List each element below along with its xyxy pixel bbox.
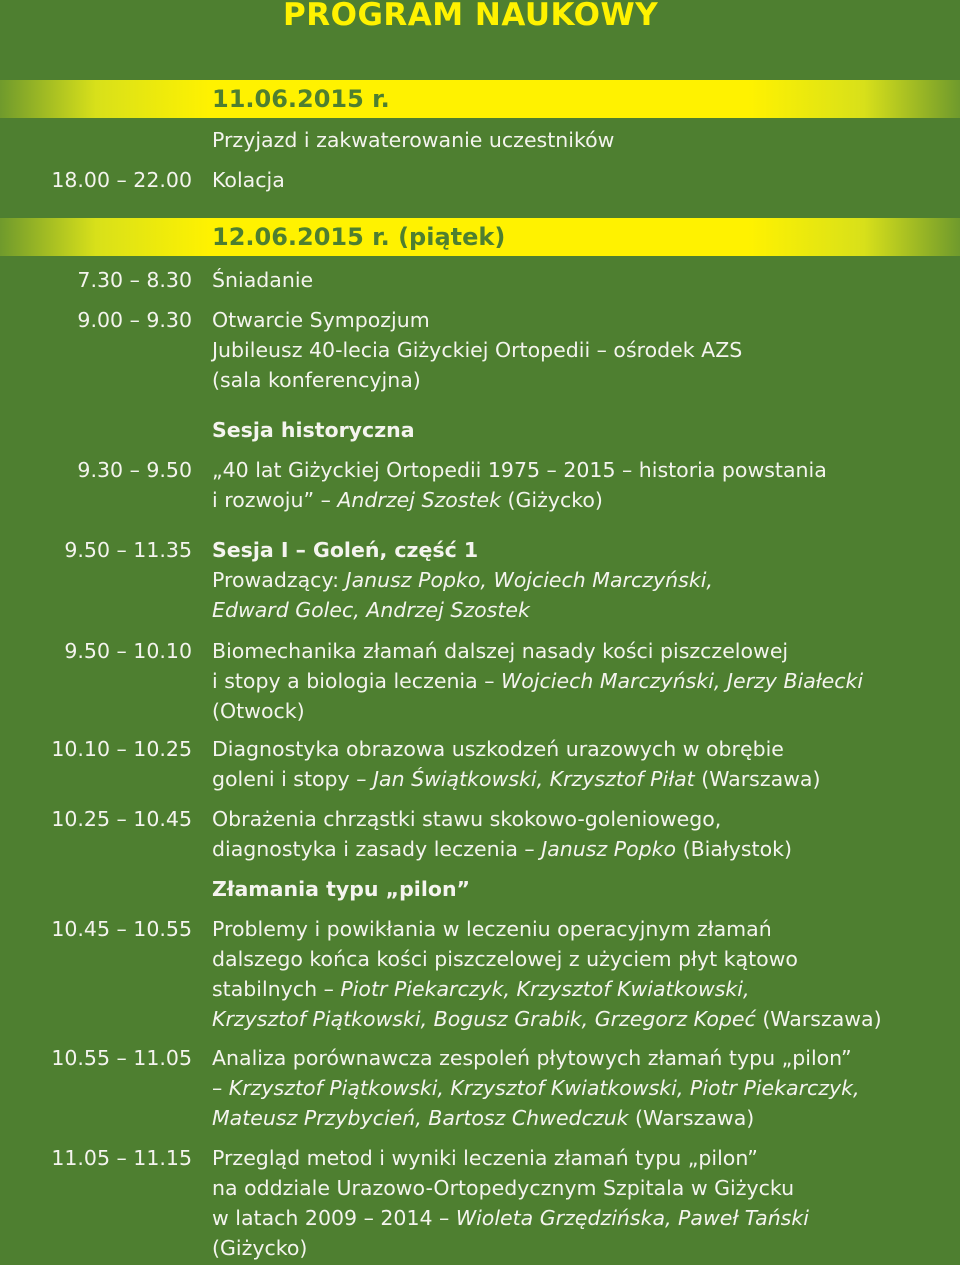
author-names: Krzysztof Piątkowski, Bogusz Grabik, Grzegorz Kopeć	[212, 1007, 756, 1031]
section-heading: Złamania typu „pilon”	[212, 877, 471, 901]
entry-text	[212, 834, 952, 864]
entry-text: Jubileusz 40-lecia Giżyckiej Ortopedii – ośrodek AZS	[212, 338, 743, 362]
entry-time: 9.50 – 10.10	[64, 639, 192, 663]
author-names: Mateusz Przybycień, Bartosz Chwedczuk	[212, 1106, 629, 1130]
entry-text: (sala konferencyjna)	[212, 368, 421, 392]
author-names: Piotr Piekarczyk, Krzysztof Kwiatkowski,	[340, 977, 750, 1001]
entry-time: 10.45 – 10.55	[51, 917, 192, 941]
text-part: –	[212, 1076, 229, 1100]
entry-text	[212, 1073, 952, 1103]
author-names: Krzysztof Piątkowski, Krzysztof Kwiatkowski, Piotr Piekarczyk,	[228, 1076, 860, 1100]
entry-text	[212, 1004, 952, 1034]
entry-text	[212, 666, 952, 696]
session-heading: Sesja I – Goleń, część 1	[212, 538, 479, 562]
entry-time: 7.30 – 8.30	[77, 268, 192, 292]
text-part: goleni i stopy –	[212, 767, 373, 791]
entry-time: 18.00 – 22.00	[51, 168, 192, 192]
entry-text: Biomechanika złamań dalszej nasady kości piszczelowej	[212, 639, 789, 663]
session-chairs	[212, 565, 952, 595]
day-band-2	[0, 218, 960, 256]
text-part: stabilnych –	[212, 977, 341, 1001]
entry-text: Analiza porównawcza zespoleń płytowych złamań typu „pilon”	[212, 1046, 852, 1070]
author-names: Wojciech Marczyński, Jerzy Białecki	[500, 669, 864, 693]
chairs-label: Prowadzący:	[212, 568, 346, 592]
chair-names: Janusz Popko, Wojciech Marczyński,	[345, 568, 713, 592]
entry-text: Kolacja	[212, 168, 285, 192]
entry-text: dalszego końca kości piszczelowej z użyciem płyt kątowo	[212, 947, 798, 971]
text-part: (Warszawa)	[694, 767, 821, 791]
text-part: diagnostyka i zasady leczenia –	[212, 837, 542, 861]
day-band-1	[0, 80, 960, 118]
entry-text: „40 lat Giżyckiej Ortopedii 1975 – 2015 – historia powstania	[212, 458, 827, 482]
entry-time: 9.00 – 9.30	[77, 308, 192, 332]
text-part: (Giżycko)	[500, 488, 603, 512]
entry-text	[212, 764, 952, 794]
entry-text: Przyjazd i zakwaterowanie uczestników	[212, 128, 615, 152]
entry-text: Obrażenia chrząstki stawu skokowo-goleniowego,	[212, 807, 722, 831]
author-name: Andrzej Szostek	[337, 488, 501, 512]
entry-text: (Giżycko)	[212, 1236, 308, 1260]
author-names: Jan Świątkowski, Krzysztof Piłat	[372, 767, 695, 791]
text-part: w latach 2009 – 2014 –	[212, 1206, 456, 1230]
text-part: (Warszawa)	[755, 1007, 882, 1031]
entry-time: 11.05 – 11.15	[51, 1146, 192, 1170]
entry-text: Przegląd metod i wyniki leczenia złamań typu „pilon”	[212, 1146, 758, 1170]
entry-text: Otwarcie Sympozjum	[212, 308, 430, 332]
text-part: i rozwoju” –	[212, 488, 338, 512]
entry-time: 9.30 – 9.50	[77, 458, 192, 482]
section-heading: Sesja historyczna	[212, 418, 415, 442]
chair-names: Edward Golec, Andrzej Szostek	[212, 598, 530, 622]
day-date: 12.06.2015 r. (piątek)	[212, 223, 506, 251]
day-date: 11.06.2015 r.	[212, 85, 390, 113]
entry-time: 10.55 – 11.05	[51, 1046, 192, 1070]
text-part: (Warszawa)	[628, 1106, 755, 1130]
entry-text: Problemy i powikłania w leczeniu operacyjnym złamań	[212, 917, 772, 941]
entry-time: 10.10 – 10.25	[51, 737, 192, 761]
entry-time: 9.50 – 11.35	[64, 538, 192, 562]
entry-text: na oddziale Urazowo-Ortopedycznym Szpitala w Giżycku	[212, 1176, 795, 1200]
entry-time: 10.25 – 10.45	[51, 807, 192, 831]
entry-text	[212, 1103, 952, 1133]
text-part: (Białystok)	[676, 837, 793, 861]
page-title: PROGRAM NAUKOWY	[283, 0, 659, 33]
entry-text	[212, 1203, 952, 1233]
text-part: i stopy a biologia leczenia –	[212, 669, 501, 693]
entry-text: (Otwock)	[212, 699, 305, 723]
entry-text	[212, 974, 952, 1004]
entry-text	[212, 485, 952, 515]
entry-text: Śniadanie	[212, 268, 314, 292]
author-names: Janusz Popko	[541, 837, 677, 861]
entry-text: Diagnostyka obrazowa uszkodzeń urazowych w obrębie	[212, 737, 784, 761]
author-names: Wioleta Grzędzińska, Paweł Tański	[455, 1206, 809, 1230]
